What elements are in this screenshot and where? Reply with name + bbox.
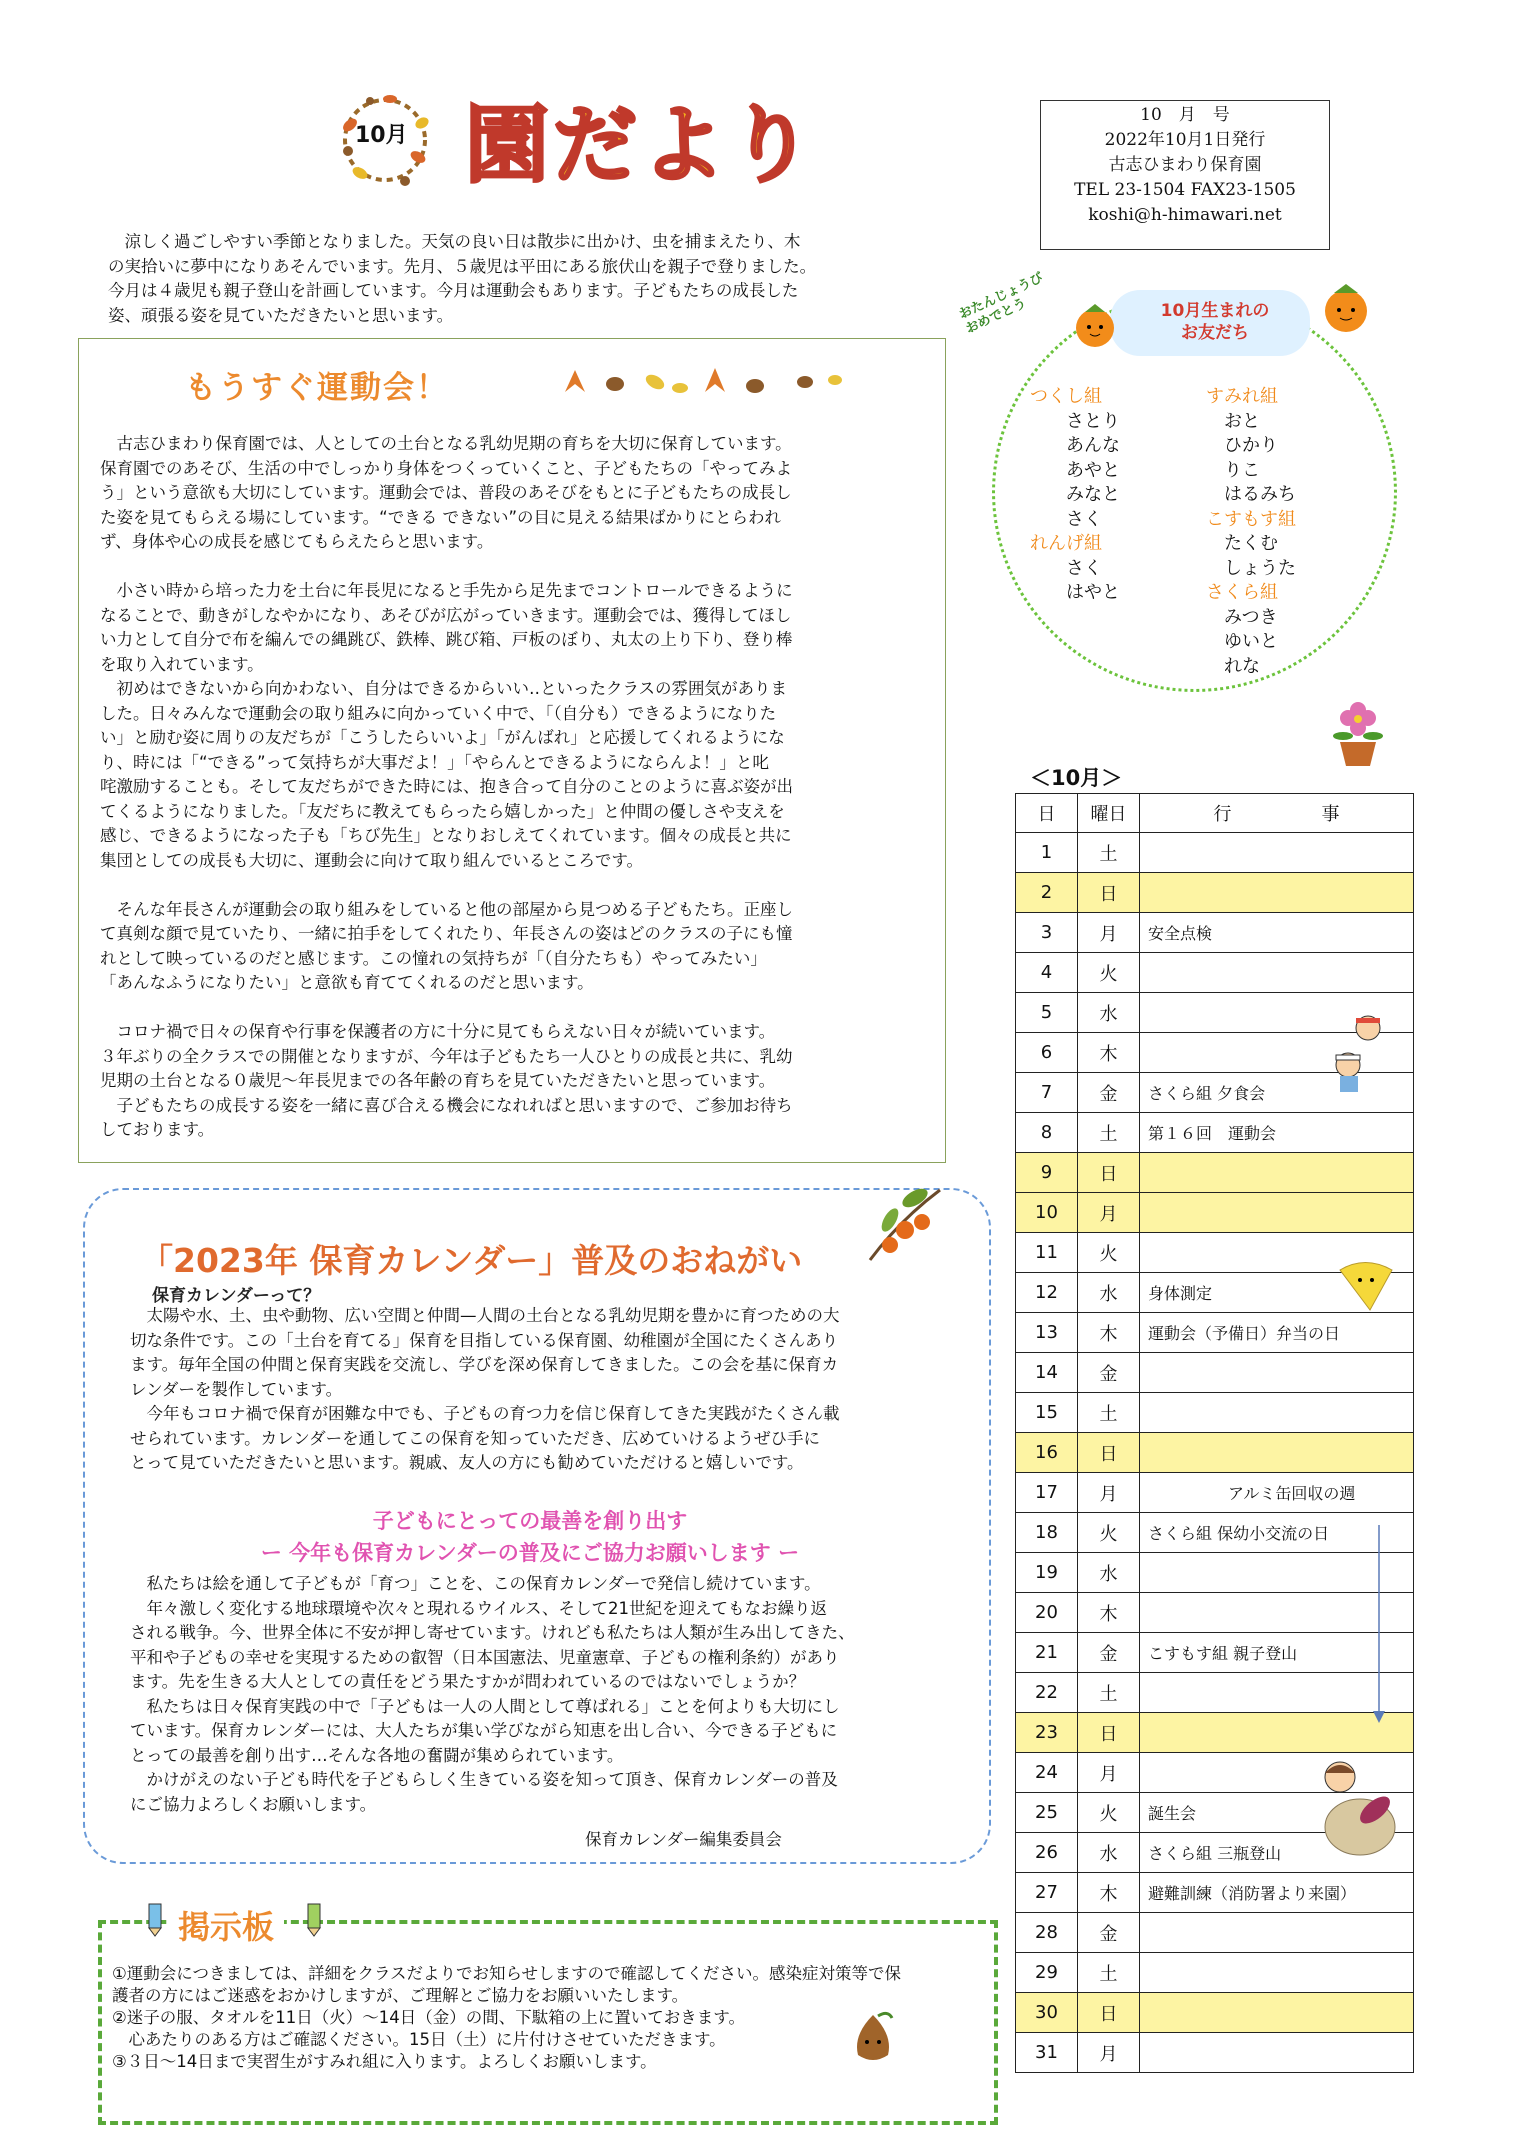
table-row bbox=[1016, 1593, 1414, 1633]
sports-day-title: もうすぐ運動会！ bbox=[185, 370, 449, 406]
cell-weekday: 月 bbox=[1078, 913, 1140, 953]
table-row bbox=[1016, 1633, 1414, 1673]
child-name: はやと bbox=[1066, 582, 1120, 603]
cell-event bbox=[1140, 953, 1414, 993]
cell-day: 20 bbox=[1016, 1593, 1078, 1633]
chestnut-character-icon bbox=[848, 2010, 898, 2069]
table-row bbox=[1016, 1553, 1414, 1593]
cell-weekday: 日 bbox=[1078, 1433, 1140, 1473]
cell-weekday: 金 bbox=[1078, 1073, 1140, 1113]
calendar-editors: 保育カレンダー編集委員会 bbox=[585, 1830, 782, 1849]
cell-day: 31 bbox=[1016, 2033, 1078, 2073]
cell-weekday: 水 bbox=[1078, 993, 1140, 1033]
table-row bbox=[1016, 1993, 1414, 2033]
cell-weekday: 木 bbox=[1078, 1033, 1140, 1073]
events-month-title: ＜10月＞ bbox=[1030, 766, 1123, 790]
bulletin-item-2: ②迷子の服、タオルを11日（火）～14日（金）の間、下駄箱の上に置いておきます。 心あたりのある方はご確認ください。15日（土）に片付けさせていただきます。 bbox=[112, 2008, 745, 2049]
calendar-article-body-1: 太陽や水、土、虫や動物、広い空間と仲間—人間の土台となる乳幼児期を豊かに育つための大 切な条件です。この「土台を育てる」保育を目指している保育園、幼稚園が全国にたくさんあり ます。毎年全国の仲間と保育実践を交流し、学びを深め保育してきました。この会を基に保育カ レンダーを製作しています。 今年もコロナ禍で保育が困難な中でも、子どもの育つ力を信じ保育してきた実践がたくさん載 せられています。カレンダーを通してこの保育を知っていただき、広めていけるようぜひ手に とって見ていただきたいと思います。親戚、友人の方にも勧めていただけると嬉しいです。 bbox=[130, 1306, 840, 1472]
child-name: あんな bbox=[1066, 435, 1120, 456]
issue-number: 10 月 号 bbox=[1140, 105, 1230, 125]
bulletin-item-1: ①運動会につきましては、詳細をクラスだよりでお知らせしますので確認してください。感染症対策等で保 護者の方にはご迷惑をおかけしますが、ご理解とご協力をお願いいたします。 bbox=[112, 1964, 901, 2005]
cell-weekday: 土 bbox=[1078, 833, 1140, 873]
cell-event bbox=[1140, 1913, 1414, 1953]
cell-weekday: 金 bbox=[1078, 1913, 1140, 1953]
phone-fax: TEL 23-1504 FAX23-1505 bbox=[1074, 180, 1296, 200]
child-name: さく bbox=[1066, 557, 1102, 579]
cell-event bbox=[1140, 1193, 1414, 1233]
cell-event bbox=[1140, 873, 1414, 913]
birthday-side-label: おたんじょうび おめでとう bbox=[956, 270, 1046, 337]
cell-weekday: 土 bbox=[1078, 1953, 1140, 1993]
child-name: さとり bbox=[1066, 410, 1120, 432]
cell-weekday: 金 bbox=[1078, 1353, 1140, 1393]
arrow-down-icon bbox=[1372, 1525, 1386, 1729]
nursery-name: 古志ひまわり保育園 bbox=[1108, 155, 1262, 175]
calendar-slogan-line-1: 子どもにとっての最善を創り出す bbox=[372, 1509, 688, 1533]
class-name: つくし組 bbox=[1030, 386, 1102, 407]
table-row bbox=[1016, 1873, 1414, 1913]
table-row bbox=[1016, 2033, 1414, 2073]
cell-day: 4 bbox=[1016, 953, 1078, 993]
persimmon-face-icon bbox=[1318, 280, 1374, 340]
cell-weekday: 火 bbox=[1078, 953, 1140, 993]
cell-weekday: 月 bbox=[1078, 2033, 1140, 2073]
cell-weekday: 月 bbox=[1078, 1473, 1140, 1513]
issue-date: 2022年10月1日発行 bbox=[1104, 130, 1266, 150]
child-name: はるみち bbox=[1224, 484, 1296, 505]
child-name: みなと bbox=[1066, 484, 1120, 505]
cell-day: 18 bbox=[1016, 1513, 1078, 1553]
email-address: koshi@h-himawari.net bbox=[1088, 205, 1282, 225]
cell-day: 7 bbox=[1016, 1073, 1078, 1113]
col-weekday: 曜日 bbox=[1078, 794, 1140, 833]
cell-day: 6 bbox=[1016, 1033, 1078, 1073]
persimmon-face-icon bbox=[1070, 300, 1120, 354]
cell-event: こすもす組 親子登山 bbox=[1140, 1633, 1414, 1673]
cell-event: 身体測定 bbox=[1140, 1273, 1414, 1313]
table-row bbox=[1016, 1393, 1414, 1433]
cell-weekday: 火 bbox=[1078, 1793, 1140, 1833]
calendar-article-title: 「2023年 保育カレンダー」普及のおねがい bbox=[140, 1241, 803, 1280]
ginkgo-leaf-face-icon bbox=[1330, 1255, 1400, 1319]
wreath-label: 10月 bbox=[355, 123, 408, 148]
calendar-question-heading: 保育カレンダーって？ bbox=[152, 1286, 321, 1306]
cell-event: さくら組 保幼小交流の日 bbox=[1140, 1513, 1414, 1553]
child-name: おと bbox=[1224, 410, 1260, 432]
table-row bbox=[1016, 1433, 1414, 1473]
birthday-list-left bbox=[1030, 385, 1120, 606]
class-name: すみれ組 bbox=[1206, 386, 1278, 407]
table-row bbox=[1016, 1473, 1414, 1513]
table-row bbox=[1016, 913, 1414, 953]
page-title: 園だより bbox=[465, 96, 818, 194]
child-name: ゆいと bbox=[1224, 631, 1278, 652]
cell-day: 23 bbox=[1016, 1713, 1078, 1753]
cell-day: 15 bbox=[1016, 1393, 1078, 1433]
cell-day: 14 bbox=[1016, 1353, 1078, 1393]
cell-weekday: 木 bbox=[1078, 1593, 1140, 1633]
sports-day-body: 古志ひまわり保育園では、人としての土台となる乳幼児期の育ちを大切に保育しています。 保育園でのあそび、生活の中でしっかり身体をつくっていくこと、子どもたちの「やってみよ う」という意欲も大切にしています。運動会では、普段のあそびをもとに子どもたちの成長し た姿を見てもらえる場にしています。“できる できない”の目に見える結果ばかりにとらわれ ず、身体や心の成長を感じてもらえたらと思います。 小さい時から培った力を土台に年長児になると手先から足先までコントロールできるように なることで、動きがしなやかになり、あそびが広がっていきます。運動会では、獲得してほし い力として自分で布を編んでの縄跳び、鉄棒、跳び箱、戸板のぼり、丸太の上り下り、登り棒 を取り入れています。 初めはできないから向かわない、自分はできるからいい‥といったクラスの雰囲気がありま した。日々みんなで運動会の取り組みに向かっていく中で、「（自分も）できるようになりた い」と励む姿に周りの友だちが「こうしたらいいよ」「がんばれ」と応援してくれるようにな り、時には「“できる”って気持ちが大事だよ！」「やらんとできるようにならんよ！」と叱 咤激励することも。そして友だちができた時には、抱き合って自分のことのように喜ぶ姿が出 てくるようになりました。「友だちに教えてもらったら嬉しかった」と仲間の優しさや支えを 感じ、できるようになった子も「ちび先生」となりおしえてくれています。個々の成長と共に 集団としての成長も大切に、運動会に向けて取り組んでいるところです。 そんな年長さんが運動会の取り組みをしていると他の部屋から見つめる子どもたち。正座し て真剣な顔で見ていたり、一緒に拍手をしてくれたり、年長さんの姿はどのクラスの子にも憧 れとして映っているのだと感じます。この憧れの気持ちが「（自分たちも）やってみたい」 「あんなふうになりたい」と意欲も育ててくれるのだと思います。 コロナ禍で日々の保育や行事を保護者の方に十分に見てもらえない日々が続いています。 ３年ぶりの全クラスでの開催となりますが、今年は子どもたち一人ひとりの成長と共に、乳幼 児期の土台となる０歳児〜年長児までの各年齢の育ちを見ていただきたいと思っています。 子どもたちの成長する姿を一緒に喜び合える機会になれればと思いますので、ご参加お待ち しております。 bbox=[100, 434, 793, 1139]
cell-weekday: 日 bbox=[1078, 1993, 1140, 2033]
table-row bbox=[1016, 1153, 1414, 1193]
cell-event bbox=[1140, 1153, 1414, 1193]
bulletin-item-3: ③３日～14日まで実習生がすみれ組に入ります。よろしくお願いします。 bbox=[112, 2052, 657, 2071]
cell-event: アルミ缶回収の週 bbox=[1140, 1473, 1414, 1513]
child-sweet-potato-icon bbox=[1305, 1755, 1405, 1864]
cell-day: 11 bbox=[1016, 1233, 1078, 1273]
class-name: れんげ組 bbox=[1030, 533, 1102, 554]
cell-event: 第１６回 運動会 bbox=[1140, 1113, 1414, 1153]
cell-day: 3 bbox=[1016, 913, 1078, 953]
cell-event bbox=[1140, 1353, 1414, 1393]
cell-day: 24 bbox=[1016, 1753, 1078, 1793]
child-name: みつき bbox=[1224, 606, 1278, 628]
cell-weekday: 日 bbox=[1078, 1713, 1140, 1753]
cell-day: 26 bbox=[1016, 1833, 1078, 1873]
table-row bbox=[1016, 1713, 1414, 1753]
cell-event bbox=[1140, 1393, 1414, 1433]
cell-event: 誕生会 bbox=[1140, 1793, 1414, 1833]
table-row bbox=[1016, 953, 1414, 993]
cell-weekday: 木 bbox=[1078, 1873, 1140, 1913]
cell-event bbox=[1140, 833, 1414, 873]
cell-event bbox=[1140, 1993, 1414, 2033]
child-name: りこ bbox=[1224, 459, 1260, 481]
flower-pot-icon bbox=[1328, 700, 1388, 774]
cell-weekday: 月 bbox=[1078, 1753, 1140, 1793]
child-name: ひかり bbox=[1224, 435, 1278, 456]
child-name: しょうた bbox=[1224, 557, 1296, 579]
cell-day: 12 bbox=[1016, 1273, 1078, 1313]
cell-event: さくら組 三瓶登山 bbox=[1140, 1833, 1414, 1873]
cell-event: 避難訓練（消防署より来園） bbox=[1140, 1873, 1414, 1913]
cell-day: 28 bbox=[1016, 1913, 1078, 1953]
cell-weekday: 火 bbox=[1078, 1233, 1140, 1273]
cell-weekday: 月 bbox=[1078, 1193, 1140, 1233]
cell-day: 9 bbox=[1016, 1153, 1078, 1193]
cell-day: 19 bbox=[1016, 1553, 1078, 1593]
cell-event bbox=[1140, 1953, 1414, 1993]
cell-event: 運動会（予備日）弁当の日 bbox=[1140, 1313, 1414, 1353]
child-name: さく bbox=[1066, 508, 1102, 530]
cell-day: 21 bbox=[1016, 1633, 1078, 1673]
cell-day: 22 bbox=[1016, 1673, 1078, 1713]
persimmon-branch-icon bbox=[860, 1180, 950, 1274]
cell-event: 安全点検 bbox=[1140, 913, 1414, 953]
table-row bbox=[1016, 833, 1414, 873]
table-row bbox=[1016, 1353, 1414, 1393]
class-name: こすもす組 bbox=[1206, 508, 1296, 530]
cell-weekday: 水 bbox=[1078, 1273, 1140, 1313]
child-name: れな bbox=[1224, 655, 1260, 677]
issue-info-box bbox=[1040, 100, 1330, 250]
cell-day: 29 bbox=[1016, 1953, 1078, 1993]
cell-day: 25 bbox=[1016, 1793, 1078, 1833]
col-event: 行 事 bbox=[1140, 794, 1414, 833]
class-name: さくら組 bbox=[1206, 582, 1278, 603]
bulletin-board-title: 掲示板 bbox=[168, 1902, 284, 1948]
table-row bbox=[1016, 1913, 1414, 1953]
cell-event: さくら組 夕食会 bbox=[1140, 1073, 1414, 1113]
table-row bbox=[1016, 1113, 1414, 1153]
cell-weekday: 金 bbox=[1078, 1633, 1140, 1673]
events-table bbox=[1015, 793, 1414, 2073]
cell-day: 16 bbox=[1016, 1433, 1078, 1473]
cell-weekday: 火 bbox=[1078, 1513, 1140, 1553]
cell-day: 17 bbox=[1016, 1473, 1078, 1513]
birthday-list-right bbox=[1206, 385, 1296, 679]
calendar-slogan-line-2: ー 今年も保育カレンダーの普及にご協力お願いします ー bbox=[260, 1541, 800, 1565]
table-row bbox=[1016, 1193, 1414, 1233]
table-header-row bbox=[1016, 794, 1414, 833]
birthday-heading: 10月生まれの お友だち bbox=[1160, 301, 1270, 343]
cell-weekday: 土 bbox=[1078, 1393, 1140, 1433]
cell-day: 10 bbox=[1016, 1193, 1078, 1233]
cell-weekday: 水 bbox=[1078, 1553, 1140, 1593]
kids-cheering-icon bbox=[1320, 1010, 1400, 1099]
table-row bbox=[1016, 873, 1414, 913]
intro-text: 涼しく過ごしやすい季節となりました。天気の良い日は散歩に出かけ、虫を捕まえたり、木 の実拾いに夢中になりあそんでいます。先月、５歳児は平田にある旅伏山を親子で登りました。 今月は４歳児も親子登山を計画しています。今月は運動会もあります。子どもたちの成長した 姿、頑張る姿を見ていただきたいと思います。 bbox=[108, 232, 817, 325]
cell-weekday: 日 bbox=[1078, 873, 1140, 913]
cell-event bbox=[1140, 1433, 1414, 1473]
pencil-icon bbox=[143, 1902, 167, 1942]
cell-day: 5 bbox=[1016, 993, 1078, 1033]
table-row bbox=[1016, 1513, 1414, 1553]
col-day: 日 bbox=[1016, 794, 1078, 833]
cell-day: 8 bbox=[1016, 1113, 1078, 1153]
cell-day: 13 bbox=[1016, 1313, 1078, 1353]
child-name: たくむ bbox=[1224, 533, 1278, 554]
child-name: あやと bbox=[1066, 459, 1120, 481]
cell-day: 30 bbox=[1016, 1993, 1078, 2033]
cell-weekday: 日 bbox=[1078, 1153, 1140, 1193]
calendar-article-body-2: 私たちは絵を通して子どもが「育つ」ことを、この保育カレンダーで発信し続けています。 年々激しく変化する地球環境や次々と現れるウイルス、そして21世紀を迎えてもなお繰り返 される戦争。今、世界全体に不安が押し寄せています。けれども私たちは人類が生み出してきた、 平和や子どもの幸せを実現するための叡智（日本国憲法、児童憲章、子どもの権利条約）があり ます。先を生きる大人としての責任をどう果たすかが問われているのではないでしょうか？ 私たちは日々保育実践の中で「子どもは一人の人間として尊ばれる」ことを何よりも大切にし ています。保育カレンダーには、大人たちが集い学びながら知恵を出し合い、今できる子どもに とっての最善を創り出す…そんな各地の奮闘が集められています。 かけがえのない子ども時代を子どもらしく生きている姿を知って頂き、保育カレンダーの普及 にご協力よろしくお願いします。 bbox=[130, 1574, 855, 1814]
cell-weekday: 木 bbox=[1078, 1313, 1140, 1353]
table-row bbox=[1016, 1953, 1414, 1993]
pencil-icon bbox=[302, 1902, 326, 1942]
cell-day: 27 bbox=[1016, 1873, 1078, 1913]
table-row bbox=[1016, 1673, 1414, 1713]
cell-weekday: 土 bbox=[1078, 1673, 1140, 1713]
cell-weekday: 水 bbox=[1078, 1833, 1140, 1873]
cell-event bbox=[1140, 2033, 1414, 2073]
autumn-leaves-icon bbox=[555, 362, 845, 406]
cell-day: 2 bbox=[1016, 873, 1078, 913]
cell-weekday: 土 bbox=[1078, 1113, 1140, 1153]
cell-day: 1 bbox=[1016, 833, 1078, 873]
